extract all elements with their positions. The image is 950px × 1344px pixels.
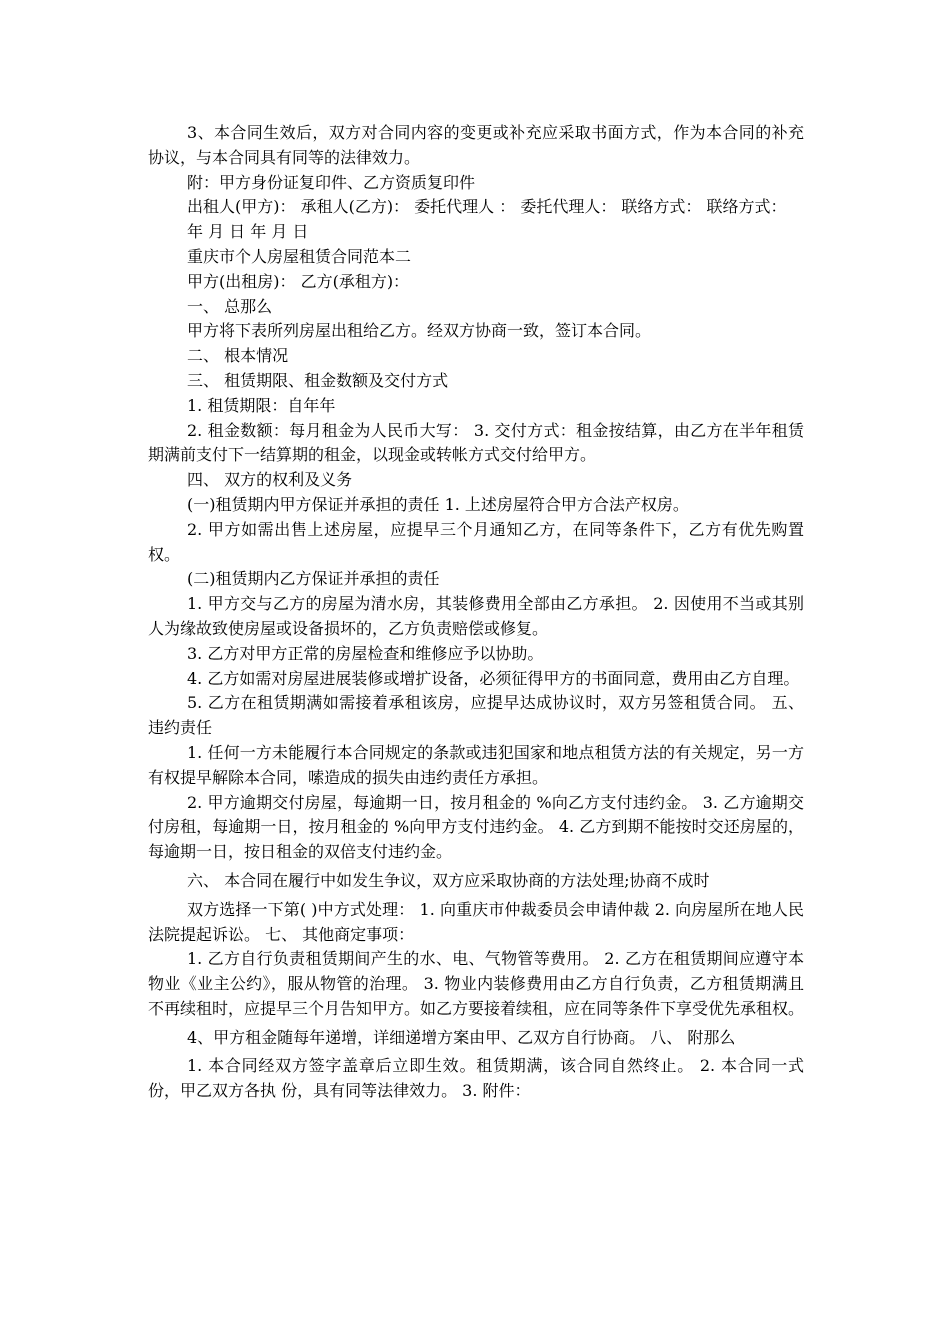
section-heading-rights: 四、 双方的权利及义务 <box>187 470 353 490</box>
clause-breach-2: 2. 甲方逾期交付房屋，每逾期一日，按月租金的 %向乙方支付违约金。 3. 乙方逾期交付房租，每逾期一日，按月租金的 %向甲方支付违约金。 4. 乙方到期不能按时交还房屋的，每逾期一日，按日租金的双倍支付违约金。 <box>148 792 804 862</box>
contract-title: 重庆市个人房屋租赁合同范本二 <box>187 246 412 266</box>
contract-parties: 甲方(出租房)： 乙方(承租方)： <box>187 271 410 291</box>
clause-lease-term: 1. 租赁期限：自年年 <box>187 395 336 415</box>
clause-other-matters: 1. 乙方自行负责租赁期间产生的水、电、气物管等费用。 2. 乙方在租赁期间应遵守本物业《业主公约》，服从物管的治理。 3. 物业内装修费用由乙方自行负责，乙方租赁期满且不再续租时，应提早三个月告知甲方。如乙方要接着续租，应在同等条件下享受优先承租权。 <box>148 949 805 1018</box>
clause-tenant-duty-3: 3. 乙方对甲方正常的房屋检查和维修应予以协助。 <box>187 643 544 663</box>
clause-tenant-duty-1: 1. 甲方交与乙方的房屋为清水房，其装修费用全部由乙方承担。 2. 因使用不当或其别人为缘故致使房屋或设备损坏的，乙方负责赔偿或修复。 <box>148 594 804 638</box>
clause-tenant-duty-5: 5. 乙方在租赁期满如需接着承租该房，应提早达成协议时，双方另签租赁合同。 五、 违约责任 <box>148 693 804 738</box>
document-page <box>148 121 804 1104</box>
clause-tenant-duty-4: 4. 乙方如需对房屋进展装修或增扩设备，必须征得甲方的书面同意，费用由乙方自理。 <box>187 668 800 688</box>
clause-rent-increase: 4、甲方租金随每年递增，详细递增方案由甲、乙双方自行协商。 八、 附那么 <box>187 1027 736 1047</box>
attachment-note: 附：甲方身份证复印件、乙方资质复印件 <box>187 172 476 192</box>
clause-effectiveness: 1. 本合同经双方签字盖章后立即生效。租赁期满，该合同自然终止。 2. 本合同一式 份，甲乙双方各执 份，具有同等法律效力。 3. 附件： <box>148 1056 804 1101</box>
subsection-heading-tenant: (二)租赁期内乙方保证并承担的责任 <box>187 569 440 589</box>
clause-landlord-duty-1: (一)租赁期内甲方保证并承担的责任 1. 上述房屋符合甲方合法产权房。 <box>187 494 689 514</box>
clause-rent-amount: 2. 租金数额：每月租金为人民币大写： 3. 交付方式：租金按结算，由乙方在半年租赁期满前支付下一结算期的租金，以现金或转帐方式交付给甲方。 <box>148 420 804 465</box>
signature-parties: 出租人(甲方)： 承租人(乙方)： 委托代理人 ： 委托代理人： 联络方式： 联络方式： <box>187 197 787 217</box>
clause-amendment: 3、本合同生效后，双方对合同内容的变更或补充应采取书面方式，作为本合同的补充协议，与本合同具有同等的法律效力。 <box>148 123 804 167</box>
clause-breach-1: 1. 任何一方未能履行本合同规定的条款或违犯国家和地点租赁方法的有关规定，另一方有权提早解除本合同，嗦造成的损失由违约责任方承担。 <box>148 742 804 787</box>
clause-dispute-resolution: 双方选择一下第( )中方式处理： 1. 向重庆市仲裁委员会申请仲裁 2. 向房屋所在地人民法院提起诉讼。 七、 其他商定事项： <box>148 899 804 944</box>
general-clause: 甲方将下表所列房屋出租给乙方。经双方协商一致，签订本合同。 <box>187 321 652 341</box>
signature-dates: 年 月 日 年 月 日 <box>187 222 309 242</box>
section-heading-dispute: 六、 本合同在履行中如发生争议，双方应采取协商的方法处理;协商不成时 <box>187 870 710 890</box>
section-heading-term-rent: 三、 租赁期限、租金数额及交付方式 <box>187 370 449 390</box>
section-heading-general: 一、 总那么 <box>187 296 273 316</box>
clause-landlord-duty-2: 2. 甲方如需出售上述房屋，应提早三个月通知乙方，在同等条件下，乙方有优先购置权。 <box>148 519 804 564</box>
section-heading-basic-info: 二、 根本情况 <box>187 346 289 366</box>
